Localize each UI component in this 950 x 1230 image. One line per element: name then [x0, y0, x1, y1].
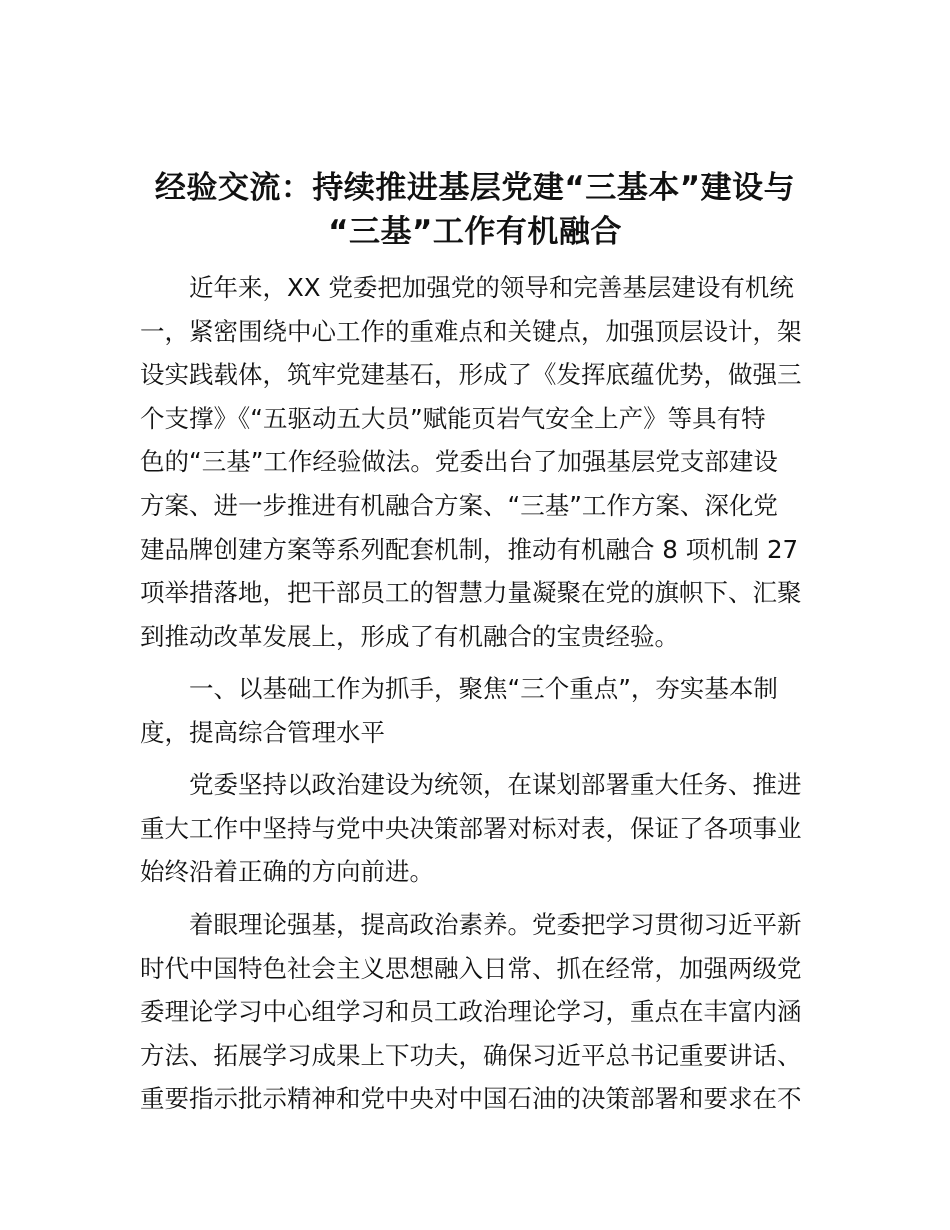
text-line: 色的“三基”工作经验做法。党委出台了加强基层党支部建设 [140, 447, 778, 477]
text-line: 方法、拓展学习成果上下功夫，确保习近平总书记重要讲话、 [140, 1040, 802, 1070]
text-line: 设实践载体，筑牢党建基石，形成了《发挥底蕴优势，做强三 [140, 360, 802, 390]
text-line: 着眼理论强基，提高政治素养。党委把学习贯彻习近平新 [189, 910, 802, 939]
title-line: 经验交流：持续推进基层党建“三基本”建设与 [154, 170, 796, 206]
text-line: 近年来，XX 党委把加强党的领导和完善基层建设有机统 [189, 273, 794, 302]
text-line: 重要指示批示精神和党中央对中国石油的决策部署和要求在不 [140, 1084, 802, 1114]
text-line: 时代中国特色社会主义思想融入日常、抓在经常，加强两级党 [140, 953, 802, 983]
text-line: 项举措落地，把干部员工的智慧力量凝聚在党的旗帜下、汇聚 [140, 578, 802, 608]
text-line: 到推动改革发展上，形成了有机融合的宝贵经验。 [140, 621, 679, 651]
text-line: 党委坚持以政治建设为统领，在谋划部署重大任务、推进 [189, 770, 802, 799]
text-line: 方案、进一步推进有机融合方案、“三基”工作方案、深化党 [140, 490, 778, 520]
section-heading-1 [140, 667, 812, 754]
paragraph-theory-foundation [140, 903, 812, 1121]
paragraph-intro [140, 266, 812, 658]
paragraph-political-building [140, 763, 812, 894]
text-line: 重大工作中坚持与党中央决策部署对标对表，保证了各项事业 [140, 813, 802, 843]
text-line: 委理论学习中心组学习和员工政治理论学习，重点在丰富内涵 [140, 997, 802, 1027]
text-line: 一、以基础工作为抓手，聚焦“三个重点”，夯实基本制 [189, 674, 778, 703]
title-line: “三基”工作有机融合 [328, 214, 622, 250]
document-title [140, 166, 810, 254]
text-line: 一，紧密围绕中心工作的重难点和关键点，加强顶层设计，架 [140, 316, 802, 346]
text-line: 度，提高综合管理水平 [140, 717, 385, 747]
text-line: 始终沿着正确的方向前进。 [140, 857, 434, 887]
text-line: 建品牌创建方案等系列配套机制，推动有机融合 8 项机制 27 [140, 534, 799, 564]
text-line: 个支撑》《“五驱动五大员”赋能页岩气安全上产》等具有特 [140, 403, 766, 433]
